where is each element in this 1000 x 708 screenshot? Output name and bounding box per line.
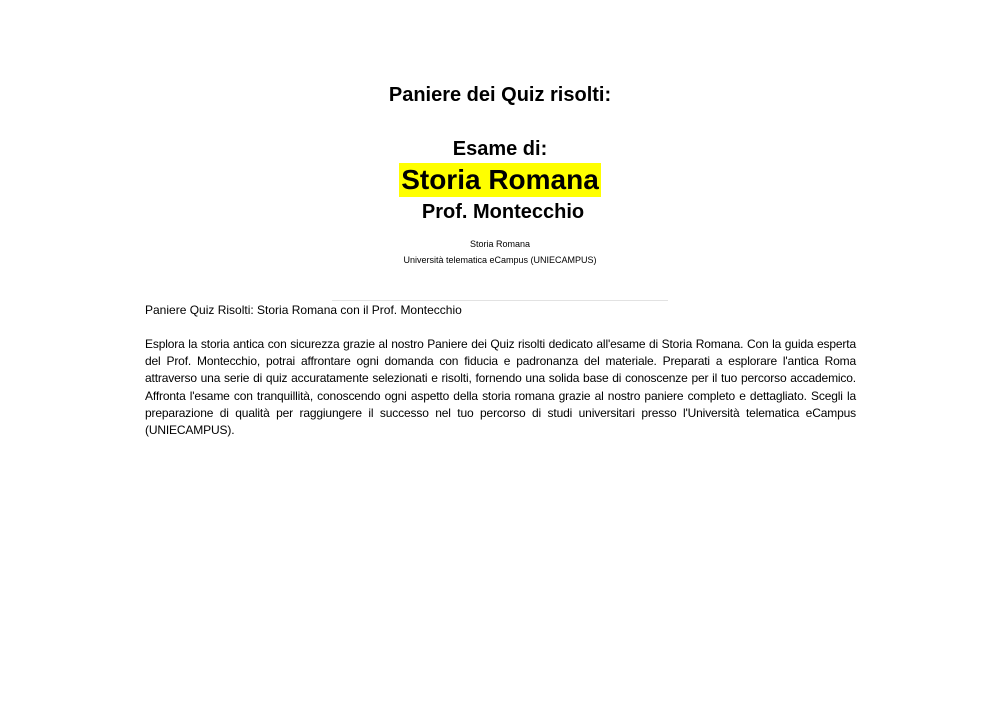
document-heading: Paniere dei Quiz risolti: xyxy=(388,84,612,106)
description-heading: Paniere Quiz Risolti: Storia Romana con il Prof. Montecchio xyxy=(145,303,462,317)
section-divider xyxy=(332,300,668,301)
exam-label: Esame di: xyxy=(452,138,548,160)
professor-name: Prof. Montecchio xyxy=(421,201,585,223)
exam-subject-highlight: Storia Romana xyxy=(401,164,599,195)
course-name: Storia Romana xyxy=(469,239,531,249)
subject-container xyxy=(0,163,1000,197)
university-name: Università telematica eCampus (UNIECAMPUS) xyxy=(403,255,597,265)
description-paragraph: Esplora la storia antica con sicurezza grazie al nostro Paniere dei Quiz risolti dedicato all'esame di Storia Romana. Con la guida esperta del Prof. Montecchio, potrai affrontare ogni domanda con fiducia e padronanza del materiale. Preparati a esplorare l'antica Roma attraverso una serie di quiz accuratamente selezionati e risolti, fornendo una solida base di conoscenze per il tuo percorso accademico. Affronta l'esame con tranquillità, conoscendo ogni aspetto della storia romana grazie al nostro paniere completo e dettagliato. Scegli la preparazione di qualità per raggiungere il successo nel tuo percorso di studi universitari presso l'Università telematica eCampus (UNIECAMPUS). xyxy=(145,337,856,438)
